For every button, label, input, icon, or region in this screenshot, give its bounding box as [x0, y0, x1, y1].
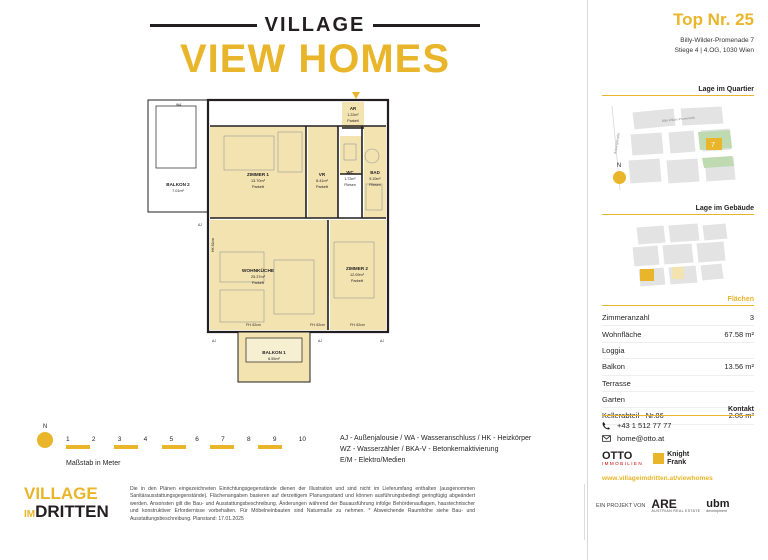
scale-tick: 4: [143, 436, 148, 443]
footer-logo: [24, 484, 109, 522]
mail-icon: [602, 434, 611, 443]
compass-quartier-n: N: [616, 163, 622, 169]
room-floor-zimmer1: Parkett: [251, 185, 265, 189]
scale-tick: 6: [195, 436, 199, 443]
room-floor-wc: Fliesen: [344, 183, 356, 187]
area-value: 13.56 m²: [724, 362, 754, 372]
plan-legend: [340, 434, 531, 467]
room-floor-vr: Parkett: [315, 185, 329, 189]
annotation-fh-1: FH: 62cm: [246, 323, 261, 327]
annotation-aj-4: AJ: [380, 339, 384, 343]
contact-phone-row[interactable]: [602, 421, 754, 430]
otto-logo-sub: IMMOBILIEN: [602, 461, 644, 466]
knight-frank-mark: [653, 453, 664, 464]
room-area-zimmer2: 12.09m²: [350, 273, 364, 277]
contact-phone: +43 1 512 77 77: [617, 421, 672, 430]
ubm-logo-text: ubm: [706, 497, 730, 510]
rule-right: [373, 24, 480, 27]
quartier-title: Lage im Quartier: [602, 86, 754, 96]
scale-tick: 7: [221, 436, 225, 443]
area-label: Terrasse: [602, 378, 631, 388]
website-url[interactable]: www.villageimdritten.at/viewhomes: [602, 474, 713, 482]
kf-line1: Knight: [667, 451, 690, 459]
area-label: Loggia: [602, 345, 625, 355]
room-label-wohnkueche: WOHNKÜCHE: [241, 269, 275, 274]
footer-logo-im: IM: [24, 509, 36, 520]
agency-logos: [602, 451, 754, 467]
entry-arrow-icon: [352, 92, 360, 99]
gebaeude-map: [602, 221, 754, 297]
compass-plan: [30, 424, 60, 448]
unit-location: Stiege 4 | 4.OG, 1030 Wien: [674, 46, 754, 54]
otto-logo-text: OTTO: [602, 450, 633, 462]
room-label-zimmer1: ZIMMER 1: [247, 172, 269, 177]
knight-frank-logo: [653, 451, 689, 466]
legend-line: WZ - Wasserzähler / BKA-V - Betonkernaktivierung: [340, 445, 499, 453]
annotation-aj-1: AJ: [198, 223, 202, 227]
room-area-zimmer1: 13.70m²: [251, 179, 265, 183]
area-label: Kellerabteil - Nr.86: [602, 411, 664, 421]
room-area-bad: 5.10m²: [369, 177, 381, 181]
area-value: 2.06 m²: [728, 411, 754, 421]
contact-email-row[interactable]: [602, 434, 754, 443]
table-row: [602, 326, 754, 342]
room-label-ar: AR: [349, 106, 357, 111]
footer-logo-line2: [24, 502, 109, 522]
section-gebaeude: [588, 205, 768, 297]
scale-tick: 8: [247, 436, 251, 443]
phone-icon: [602, 421, 611, 430]
room-area-wohnkueche: 25.37m²: [251, 275, 265, 279]
quartier-map: [602, 102, 754, 194]
footer-logo-line1: VILLAGE: [24, 484, 98, 503]
unit-address-block: [673, 36, 754, 56]
annotation-aj-2: AJ: [212, 339, 216, 343]
brand-main-text: VIEW HOMES: [179, 37, 451, 81]
scale-ticks: [66, 436, 306, 443]
room-floor-ar: Parkett: [347, 119, 359, 123]
brand-top-rule: [150, 14, 480, 37]
knight-frank-text: [667, 451, 689, 466]
svg-text:7: 7: [711, 142, 715, 149]
scale-tick: 10: [298, 436, 306, 443]
area-label: Balkon: [602, 362, 625, 372]
ubm-logo-sub: development: [706, 508, 727, 513]
contact-block: [588, 406, 768, 482]
legend-line: AJ - Außenjalousie / WA - Wasseranschluss / HK - Heizkörper: [340, 435, 532, 442]
gebaeude-title: Lage im Gebäude: [602, 205, 754, 215]
table-row: [602, 343, 754, 359]
room-label-wc: WC: [346, 170, 354, 175]
room-floor-wohnkueche: Parkett: [251, 281, 265, 285]
are-logo-sub: AUSTRIAN REAL ESTATE: [651, 509, 701, 513]
rule-left: [150, 24, 257, 27]
info-panel: [587, 0, 768, 560]
room-area-ar: 1.22m²: [347, 113, 359, 117]
brand-village-text: VILLAGE: [264, 14, 366, 36]
table-row: [602, 359, 754, 375]
scale-tick: 9: [272, 436, 277, 443]
scale-ruler: [66, 436, 306, 449]
disclaimer-text: Die in den Plänen eingezeichneten Einrichtungsgegenstände dienen der Illustration und sind nicht im Lieferumfang enthalten (ausgenommen Sanitärausstattungsgegenstände). Flächenangaben basieren auf derzeitigem Planungsstand und können ausführungsbedingt geringfügig abgeändert werden. Ansonsten gilt die Bau- und Ausstattungsbeschreibung. Änderungen während der Bauausführung infolge Behördenauflagen, haustechnischer und konstruktiver Erfordernisse vorbehalten. Für Möbelneinbauten sind Naturmaße zu nehmen. * Abweichende Raumhöhe siehe Bau- und Ausstattungsbeschreibung. Planstand: 17.01.2025: [130, 486, 475, 522]
room-label-vr: VR: [318, 172, 326, 177]
scale-bar-segments: [66, 445, 306, 449]
compass-quartier-dot: [613, 171, 626, 184]
room-floor-zimmer2: Parkett: [350, 279, 364, 283]
area-label: Wohnfläche: [602, 329, 642, 339]
brand-header: [150, 14, 480, 81]
scale-tick: 1: [66, 436, 70, 443]
svg-text:Billy-Wilder-Promenade: Billy-Wilder-Promenade: [661, 115, 696, 123]
room-label-balkon2: BALKON 2: [166, 182, 190, 187]
project-label: EIN PROJEKT VON: [596, 502, 646, 509]
areas-header: Flächen: [602, 296, 754, 306]
scale-caption: Maßstab in Meter: [66, 460, 121, 467]
annotation-fh-2: FH: 62cm: [310, 323, 325, 327]
room-area-wc: 1.72m²: [344, 177, 356, 181]
area-label: Garten: [602, 395, 625, 405]
contact-email: home@otto.at: [617, 434, 665, 443]
legend-line: E/M - Elektro/Medien: [340, 456, 406, 464]
floor-plan: [128, 92, 448, 392]
unit-address: Billy-Wilder-Promenade 7: [680, 37, 754, 44]
room-area-balkon1: 6.55m²: [268, 357, 280, 361]
annotation-aj-3: AJ: [318, 339, 322, 343]
compass-quartier: [606, 163, 632, 184]
compass-plan-dot: [37, 432, 53, 448]
footer-divider: [584, 484, 585, 540]
area-value: 3: [749, 313, 754, 323]
room-area-balkon2: 7.01m²: [172, 189, 184, 193]
annotation-hk: HK 62cm: [211, 238, 215, 252]
area-value: 67.58 m²: [724, 329, 754, 339]
compass-plan-n: N: [42, 424, 48, 430]
table-row: [602, 376, 754, 392]
unit-title: Top Nr. 25: [673, 10, 754, 29]
room-floor-bad: Fliesen: [369, 183, 381, 187]
kf-line2: Frank: [667, 458, 687, 466]
section-quartier: [588, 86, 768, 194]
area-label: Zimmeranzahl: [602, 313, 650, 323]
scale-tick: 3: [117, 436, 122, 443]
scale-tick: 5: [169, 436, 174, 443]
room-label-zimmer2: ZIMMER 2: [346, 266, 368, 271]
svg-text:Aspangstraße: Aspangstraße: [613, 132, 621, 155]
are-logo-text: ARE: [651, 497, 677, 511]
unit-header: [673, 10, 754, 56]
room-label-bad: BAD: [370, 170, 380, 175]
annotation-wa: WA: [176, 103, 182, 107]
table-row: [602, 310, 754, 326]
contact-header: Kontakt: [602, 406, 754, 416]
footer-logo-dritten: DRITTEN: [35, 502, 109, 521]
otto-logo: [602, 451, 643, 467]
room-label-balkon1: BALKON 1: [262, 350, 286, 355]
annotation-fh-3: FH: 62cm: [350, 323, 365, 327]
room-area-vr: 8.41m²: [316, 179, 328, 183]
scale-tick: 2: [91, 436, 96, 443]
